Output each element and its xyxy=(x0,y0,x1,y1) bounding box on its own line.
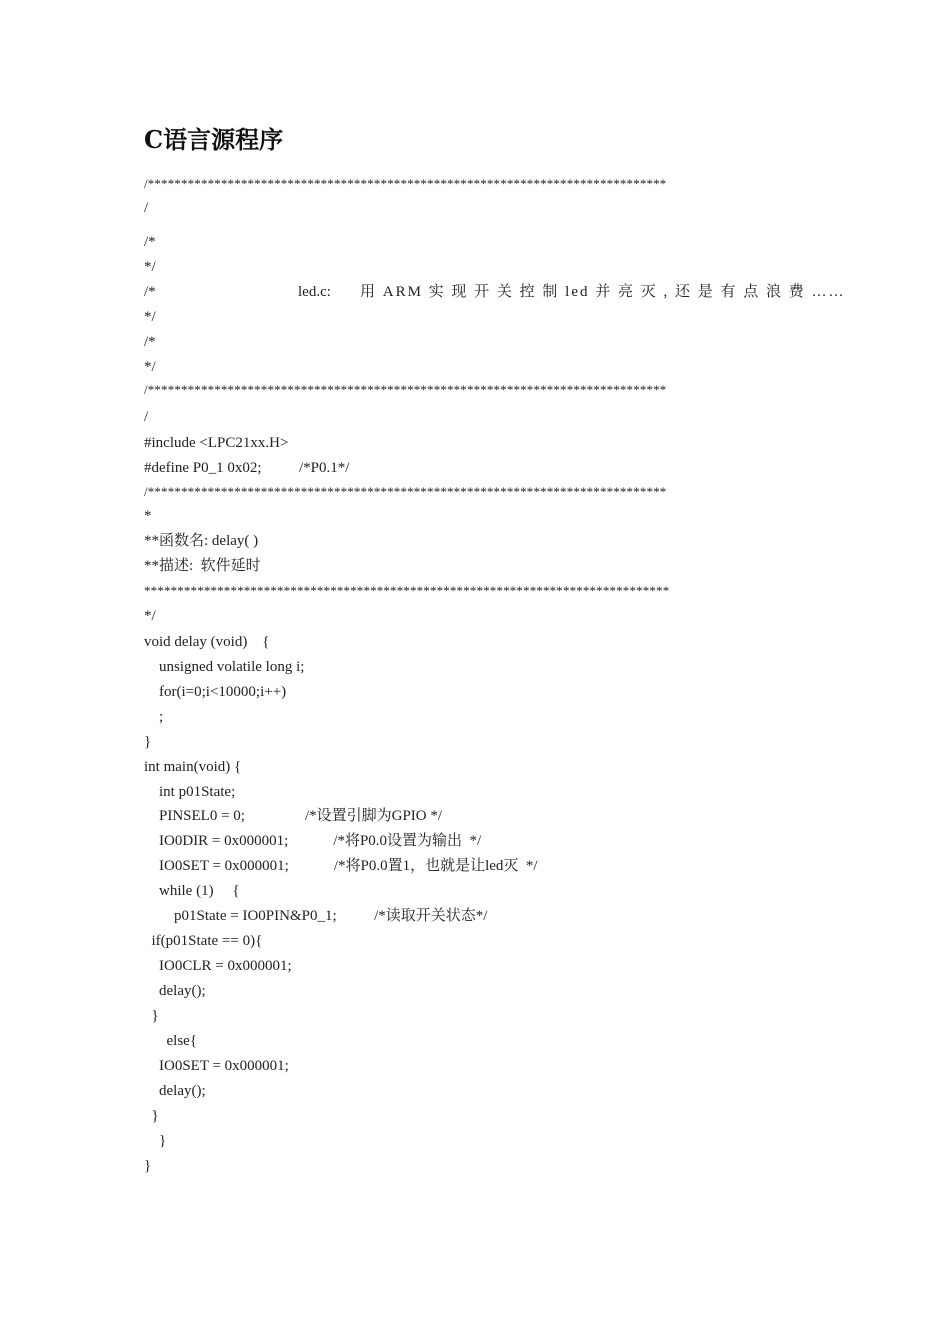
code-line: int main(void) { xyxy=(144,759,242,775)
code-line: void delay (void) { xyxy=(144,634,270,650)
code-line: int p01State; xyxy=(144,784,236,800)
code-line: /****************************************************************************** xyxy=(144,484,667,499)
code-line: ******************************************************************************* xyxy=(144,583,670,598)
code-line: else{ xyxy=(144,1033,198,1049)
code-line: IO0DIR = 0x000001; /*将P0.0设置为输出 */ xyxy=(144,833,482,849)
code-line: IO0SET = 0x000001; xyxy=(144,1058,289,1074)
code-line: } xyxy=(144,1133,167,1149)
code-line: delay(); xyxy=(144,1083,206,1099)
code-line: /****************************************************************************** xyxy=(144,382,667,397)
code-line: if(p01State == 0){ xyxy=(144,933,263,949)
code-line: **描述: 软件延时 xyxy=(144,558,261,574)
code-line: /* xyxy=(144,284,156,300)
code-line: / xyxy=(144,409,149,425)
code-line: */ xyxy=(144,608,156,624)
code-line: / xyxy=(144,200,149,216)
code-line: /* xyxy=(144,334,156,350)
code-line: ; xyxy=(144,709,164,725)
code-line: delay(); xyxy=(144,983,206,999)
code-line: p01State = IO0PIN&P0_1; /*读取开关状态*/ xyxy=(144,908,488,924)
code-line: PINSEL0 = 0; /*设置引脚为GPIO */ xyxy=(144,808,443,824)
file-name: led.c: xyxy=(298,284,331,300)
code-line: */ xyxy=(144,259,156,275)
code-line: #include <LPC21xx.H> xyxy=(144,435,289,451)
code-line: */ xyxy=(144,359,156,375)
code-line: while (1) { xyxy=(144,883,240,899)
code-line: } xyxy=(144,1158,152,1174)
code-line: } xyxy=(144,1008,159,1024)
code-line: /****************************************************************************** xyxy=(144,176,667,191)
page-title: C语言源程序 xyxy=(144,125,284,154)
code-line: unsigned volatile long i; xyxy=(144,659,305,675)
code-line: * xyxy=(144,508,152,524)
code-line: for(i=0;i<10000;i++) xyxy=(144,684,287,700)
code-line: } xyxy=(144,734,152,750)
file-description: 用 ARM 实 现 开 关 控 制 led 并 亮 灭 , 还 是 有 点 浪 费 …… xyxy=(360,284,846,300)
code-line: } xyxy=(144,1108,159,1124)
code-line: /* xyxy=(144,234,156,250)
code-line: IO0SET = 0x000001; /*将P0.0置1，也就是让led灭 */ xyxy=(144,858,538,874)
code-line: */ xyxy=(144,309,156,325)
code-line: IO0CLR = 0x000001; xyxy=(144,958,292,974)
code-line: #define P0_1 0x02; /*P0.1*/ xyxy=(144,460,350,476)
code-line: **函数名: delay( ) xyxy=(144,533,259,549)
